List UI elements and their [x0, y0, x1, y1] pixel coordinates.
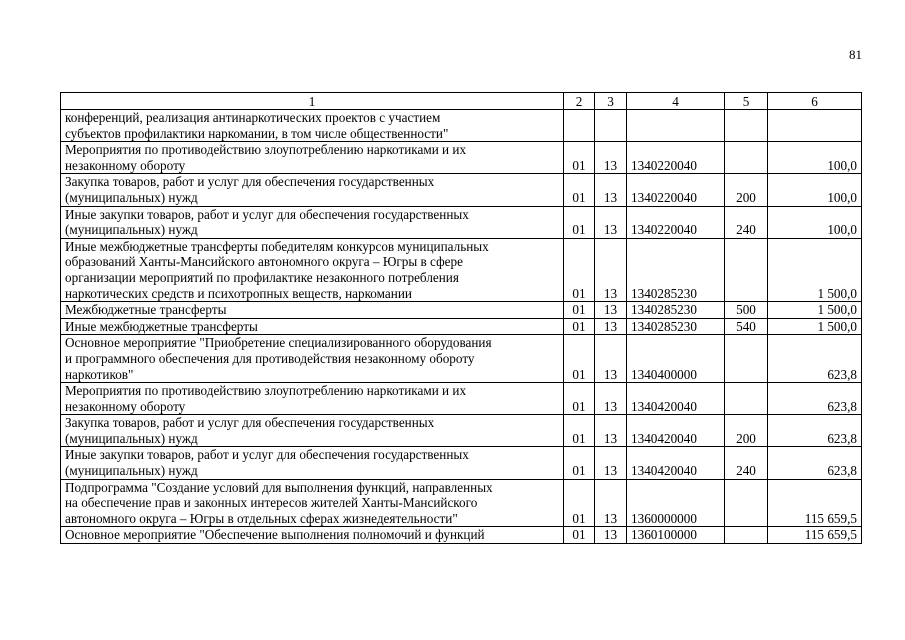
table-row — [61, 110, 862, 142]
row-expense-type-cell: 500 — [725, 302, 768, 319]
row-subsection-cell: 13 — [595, 206, 627, 238]
row-name-cell: Межбюджетные трансферты — [61, 302, 564, 319]
row-name-cell: Иные закупки товаров, работ и услуг для обеспечения государственных (муниципальных) нужд — [61, 206, 564, 238]
row-amount-cell: 623,8 — [768, 335, 862, 383]
row-subsection-cell: 13 — [595, 415, 627, 447]
row-subsection-cell: 13 — [595, 447, 627, 479]
row-subsection-cell: 13 — [595, 238, 627, 301]
row-name-cell: Закупка товаров, работ и услуг для обеспечения государственных (муниципальных) нужд — [61, 415, 564, 447]
table-row — [61, 302, 862, 319]
row-target-article-cell: 1360000000 — [627, 479, 725, 527]
row-subsection-cell: 13 — [595, 302, 627, 319]
row-amount-cell — [768, 110, 862, 142]
row-name-cell: Мероприятия по противодействию злоупотреблению наркотиками и их незаконному обороту — [61, 383, 564, 415]
row-name-cell: Мероприятия по противодействию злоупотреблению наркотиками и их незаконному обороту — [61, 142, 564, 174]
row-section-cell: 01 — [564, 174, 595, 206]
row-amount-cell: 115 659,5 — [768, 479, 862, 527]
row-expense-type-cell — [725, 479, 768, 527]
row-expense-type-cell: 200 — [725, 415, 768, 447]
row-name-cell: Иные закупки товаров, работ и услуг для обеспечения государственных (муниципальных) нужд — [61, 447, 564, 479]
row-name-cell: Закупка товаров, работ и услуг для обеспечения государственных (муниципальных) нужд — [61, 174, 564, 206]
row-expense-type-cell: 240 — [725, 447, 768, 479]
row-name-cell: Основное мероприятие "Приобретение специализированного оборудования и программного обеспечения для противодействия незаконному обороту наркотиков" — [61, 335, 564, 383]
row-section-cell: 01 — [564, 318, 595, 335]
table-row — [61, 415, 862, 447]
table-row — [61, 318, 862, 335]
row-section-cell: 01 — [564, 527, 595, 544]
row-expense-type-cell — [725, 383, 768, 415]
row-amount-cell: 623,8 — [768, 383, 862, 415]
page-number: 81 — [849, 47, 862, 62]
row-target-article-cell: 1360100000 — [627, 527, 725, 544]
row-target-article-cell: 1340285230 — [627, 302, 725, 319]
row-target-article-cell: 1340220040 — [627, 206, 725, 238]
row-subsection-cell: 13 — [595, 318, 627, 335]
table-header-row — [61, 93, 862, 110]
table-row — [61, 479, 862, 527]
row-subsection-cell: 13 — [595, 383, 627, 415]
row-name-cell: Основное мероприятие "Обеспечение выполнения полномочий и функций — [61, 527, 564, 544]
row-target-article-cell: 1340220040 — [627, 142, 725, 174]
row-target-article-cell: 1340220040 — [627, 174, 725, 206]
row-amount-cell: 100,0 — [768, 206, 862, 238]
row-amount-cell: 1 500,0 — [768, 302, 862, 319]
table-row — [61, 142, 862, 174]
row-expense-type-cell: 540 — [725, 318, 768, 335]
header-col-2: 2 — [564, 93, 595, 110]
row-target-article-cell: 1340420040 — [627, 415, 725, 447]
row-section-cell: 01 — [564, 302, 595, 319]
table-row — [61, 238, 862, 301]
row-target-article-cell: 1340400000 — [627, 335, 725, 383]
row-section-cell: 01 — [564, 383, 595, 415]
row-target-article-cell — [627, 110, 725, 142]
row-section-cell: 01 — [564, 206, 595, 238]
table-row — [61, 174, 862, 206]
row-name-cell: Подпрограмма "Создание условий для выполнения функций, направленных на обеспечение прав и законных интересов жителей Ханты-Мансийского автономного округа – Югры в отдельных сферах жизнедеятельности" — [61, 479, 564, 527]
row-amount-cell: 100,0 — [768, 174, 862, 206]
row-expense-type-cell — [725, 527, 768, 544]
row-expense-type-cell: 200 — [725, 174, 768, 206]
row-subsection-cell: 13 — [595, 335, 627, 383]
row-section-cell: 01 — [564, 238, 595, 301]
row-target-article-cell: 1340285230 — [627, 318, 725, 335]
header-col-6: 6 — [768, 93, 862, 110]
header-col-1: 1 — [61, 93, 564, 110]
row-name-cell: конференций, реализация антинаркотических проектов с участием субъектов профилактики наркомании, в том числе общественности" — [61, 110, 564, 142]
row-section-cell: 01 — [564, 335, 595, 383]
row-target-article-cell: 1340285230 — [627, 238, 725, 301]
row-subsection-cell — [595, 110, 627, 142]
row-expense-type-cell: 240 — [725, 206, 768, 238]
header-col-5: 5 — [725, 93, 768, 110]
budget-table — [60, 92, 862, 544]
row-section-cell: 01 — [564, 142, 595, 174]
row-subsection-cell: 13 — [595, 174, 627, 206]
row-expense-type-cell — [725, 335, 768, 383]
row-amount-cell: 1 500,0 — [768, 238, 862, 301]
row-name-cell: Иные межбюджетные трансферты победителям конкурсов муниципальных образований Ханты-Мансийского автономного округа – Югры в сфере организации мероприятий по профилактике незаконного потребления наркотических средств и психотропных веществ, наркомании — [61, 238, 564, 301]
row-expense-type-cell — [725, 142, 768, 174]
row-target-article-cell: 1340420040 — [627, 383, 725, 415]
row-expense-type-cell — [725, 238, 768, 301]
table-row — [61, 206, 862, 238]
row-subsection-cell: 13 — [595, 142, 627, 174]
row-amount-cell: 623,8 — [768, 447, 862, 479]
row-amount-cell: 100,0 — [768, 142, 862, 174]
row-section-cell: 01 — [564, 447, 595, 479]
row-amount-cell: 115 659,5 — [768, 527, 862, 544]
row-amount-cell: 623,8 — [768, 415, 862, 447]
row-section-cell: 01 — [564, 415, 595, 447]
row-section-cell: 01 — [564, 479, 595, 527]
row-section-cell — [564, 110, 595, 142]
header-col-3: 3 — [595, 93, 627, 110]
table-row — [61, 447, 862, 479]
row-target-article-cell: 1340420040 — [627, 447, 725, 479]
row-expense-type-cell — [725, 110, 768, 142]
table-row — [61, 383, 862, 415]
table-row — [61, 527, 862, 544]
row-subsection-cell: 13 — [595, 479, 627, 527]
table-row — [61, 335, 862, 383]
header-col-4: 4 — [627, 93, 725, 110]
row-subsection-cell: 13 — [595, 527, 627, 544]
row-name-cell: Иные межбюджетные трансферты — [61, 318, 564, 335]
row-amount-cell: 1 500,0 — [768, 318, 862, 335]
